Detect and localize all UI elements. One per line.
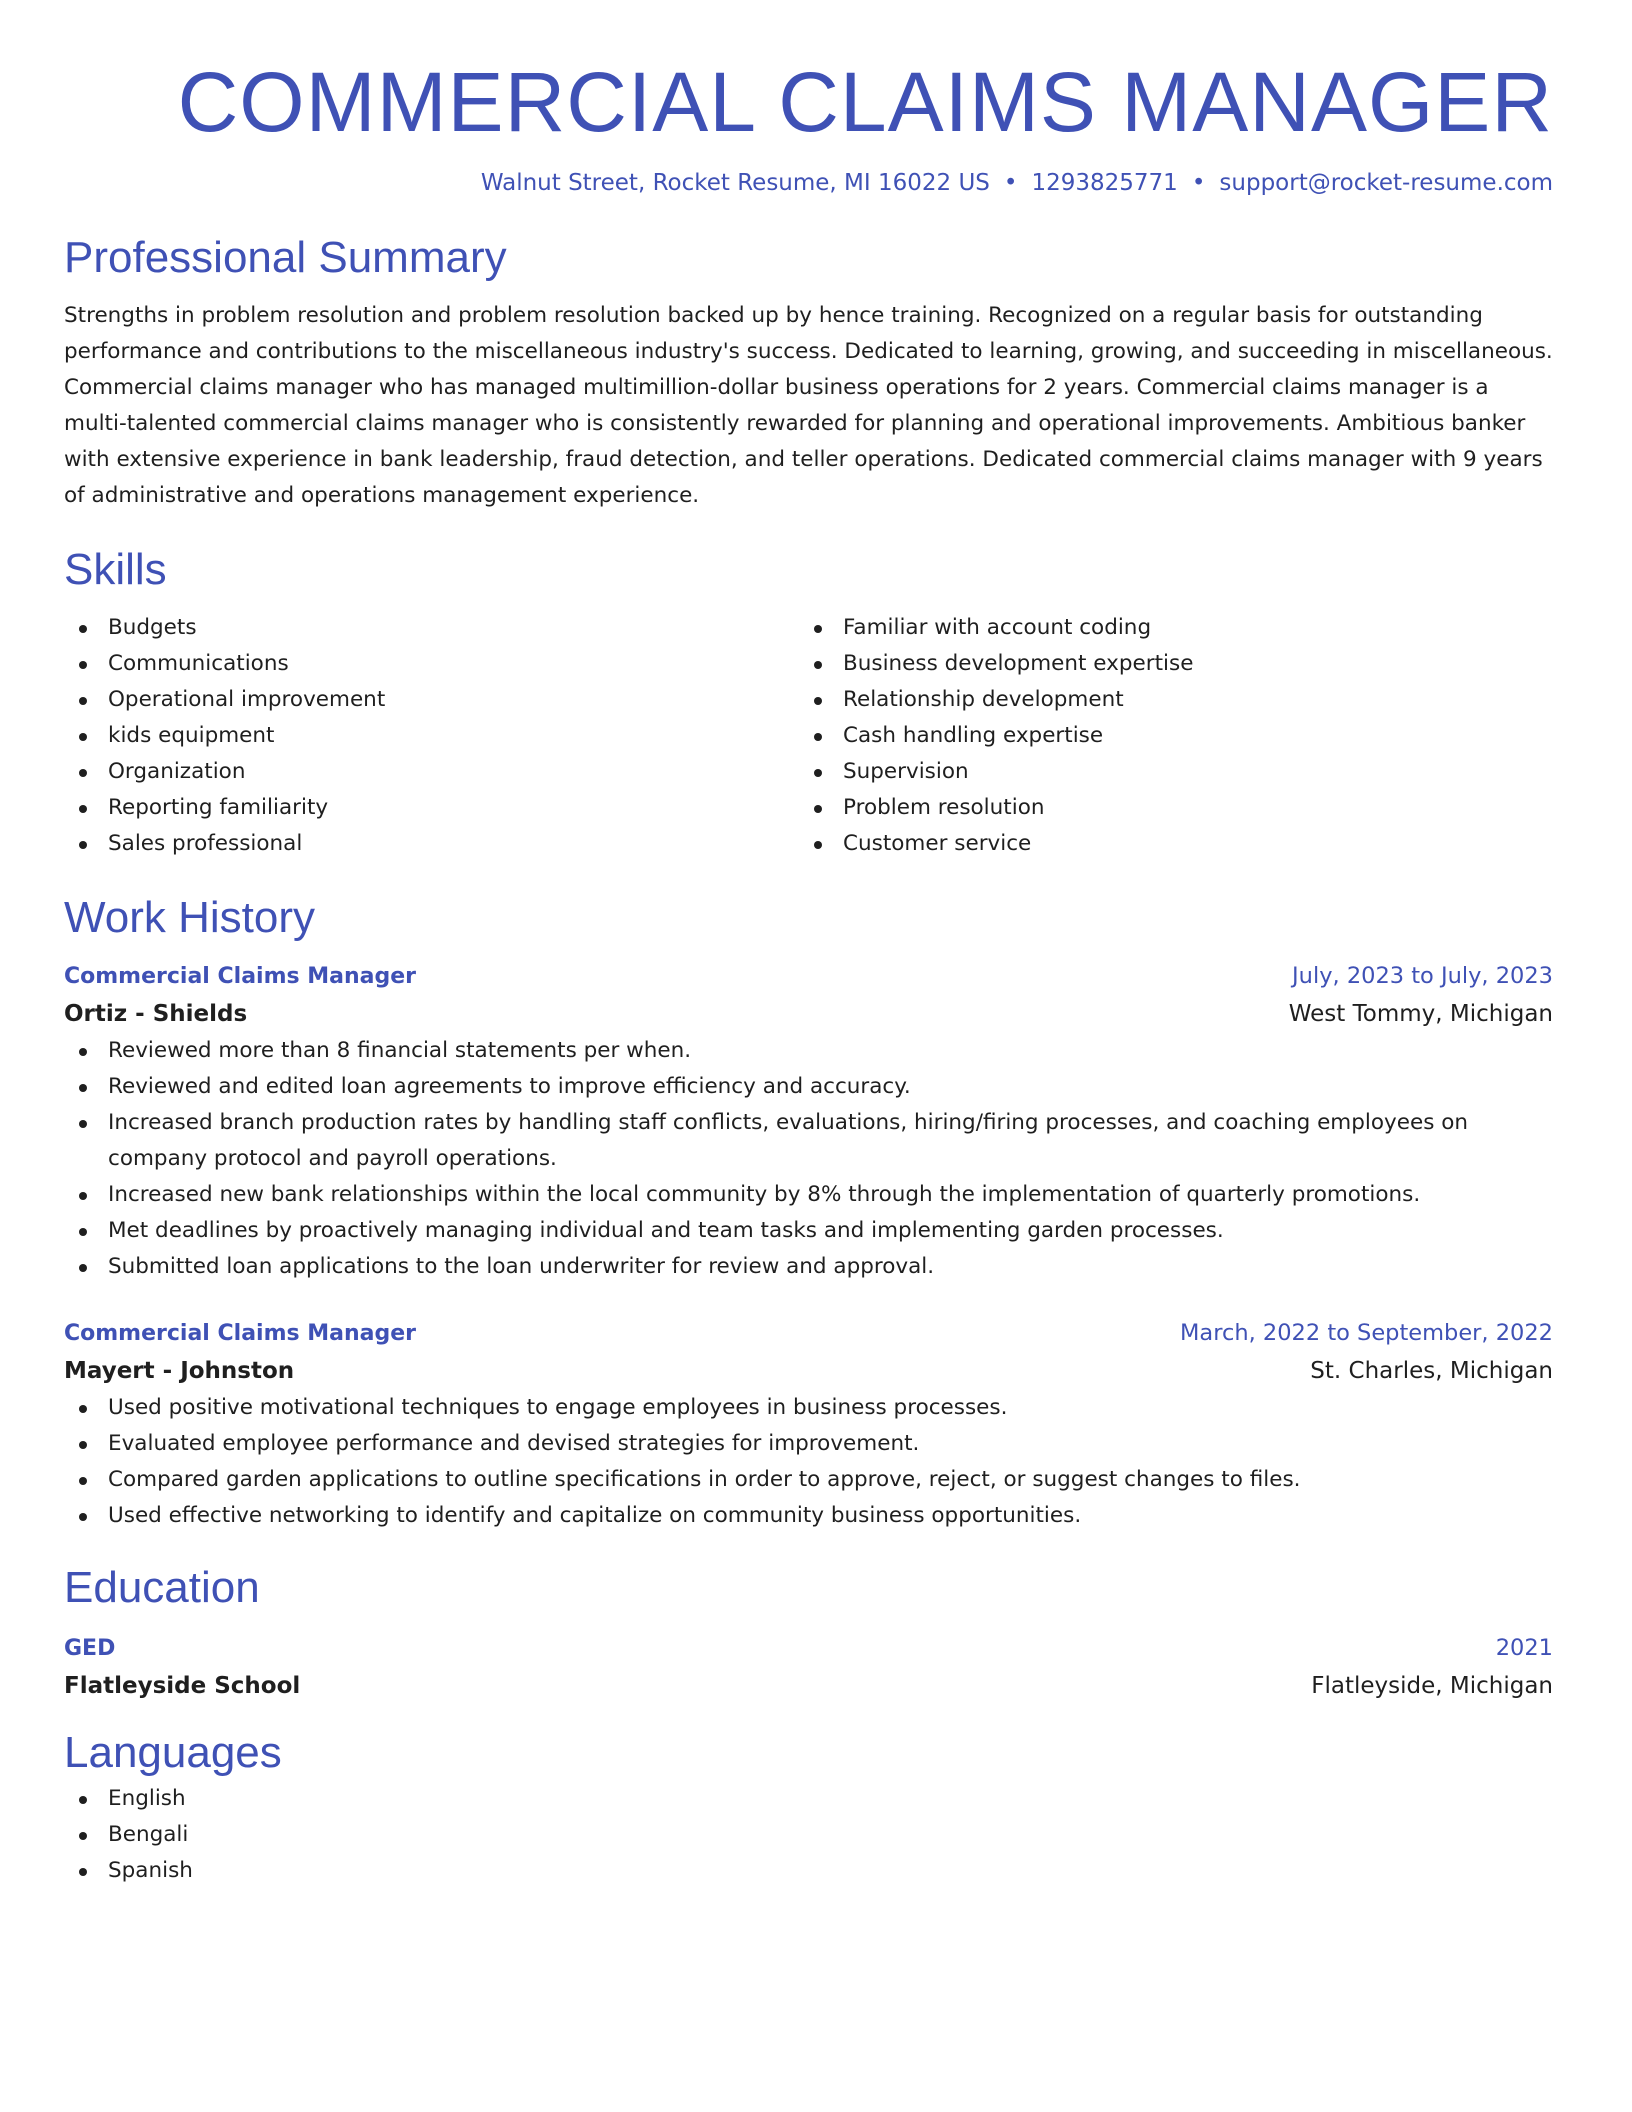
- job-entry: [64, 958, 1553, 1285]
- job-header-row: [64, 1315, 1553, 1352]
- resume-header: [64, 52, 1553, 198]
- education-degree: GED: [64, 1636, 116, 1661]
- contact-email[interactable]: support@rocket-resume.com: [1219, 170, 1553, 196]
- job-bullet: Reviewed more than 8 financial statements per when.: [64, 1033, 1553, 1069]
- skill-item: Familiar with account coding: [799, 610, 1534, 646]
- education-year: 2021: [1495, 1635, 1553, 1661]
- skills-section: [64, 542, 1553, 862]
- skill-item: Reporting familiarity: [64, 790, 799, 826]
- summary-text: Strengths in problem resolution and problem resolution backed up by hence training. Recognized on a regular basis for outstanding performance and contributions to the miscellaneous industry's success. Dedicated to learning, growing, and succeeding in miscellaneous. Commercial claims manager who has managed multimillion-dollar business operations for 2 years. Commercial claims manager is a multi-talented commercial claims manager who is consistently rewarded for planning and operational improvements. Ambitious banker with extensive experience in bank leadership, fraud detection, and teller operations. Dedicated commercial claims manager with 9 years of administrative and operations management experience.: [64, 303, 1553, 508]
- skill-item: Budgets: [64, 610, 799, 646]
- candidate-name: COMMERCIAL CLAIMS MANAGER: [177, 55, 1553, 149]
- job-bullet: Compared garden applications to outline specifications in order to approve, reject, or suggest changes to files.: [64, 1462, 1553, 1498]
- job-header-row: [64, 958, 1553, 995]
- job-bullet: Used effective networking to identify and capitalize on community business opportunities.: [64, 1498, 1553, 1534]
- skill-item: Organization: [64, 754, 799, 790]
- skills-grid: [64, 610, 1553, 862]
- summary-section: [64, 230, 1553, 514]
- job-location: St. Charles, Michigan: [1310, 1358, 1553, 1384]
- job-bullet: Met deadlines by proactively managing individual and team tasks and implementing garden processes.: [64, 1213, 1553, 1249]
- languages-title: Languages: [64, 1728, 282, 1777]
- skill-item: Supervision: [799, 754, 1534, 790]
- language-item: Spanish: [64, 1853, 1553, 1889]
- job-company: Ortiz - Shields: [64, 1001, 248, 1027]
- job-bullet-list: [64, 1390, 1553, 1534]
- language-item: Bengali: [64, 1817, 1553, 1853]
- skill-item: Problem resolution: [799, 790, 1534, 826]
- skills-list-left: [64, 610, 799, 862]
- education-school: Flatleyside School: [64, 1673, 301, 1699]
- job-title: Commercial Claims Manager: [64, 1321, 417, 1346]
- skills-list-right: [799, 610, 1534, 862]
- education-title: Education: [64, 1563, 260, 1612]
- job-dates: July, 2023 to July, 2023: [1292, 963, 1553, 989]
- job-location: West Tommy, Michigan: [1288, 1001, 1553, 1027]
- skill-item: Business development expertise: [799, 646, 1534, 682]
- skill-item: Relationship development: [799, 682, 1534, 718]
- job-company: Mayert - Johnston: [64, 1358, 295, 1384]
- languages-section: [64, 1725, 1553, 1889]
- job-bullet: Evaluated employee performance and devised strategies for improvement.: [64, 1426, 1553, 1462]
- job-bullet: Increased new bank relationships within the local community by 8% through the implementation of quarterly promotions.: [64, 1177, 1553, 1213]
- summary-title: Professional Summary: [64, 233, 507, 282]
- languages-list: [64, 1781, 1553, 1889]
- skills-column-right: [799, 610, 1534, 862]
- language-item: English: [64, 1781, 1553, 1817]
- education-school-row: [64, 1667, 1553, 1705]
- job-bullet-list: [64, 1033, 1553, 1285]
- job-bullet: Increased branch production rates by handling staff conflicts, evaluations, hiring/firing processes, and coaching employees on company protocol and payroll operations.: [64, 1105, 1553, 1177]
- contact-line: [64, 168, 1553, 198]
- education-header-row: [64, 1630, 1553, 1667]
- skills-title: Skills: [64, 545, 167, 594]
- job-title: Commercial Claims Manager: [64, 964, 417, 989]
- job-bullet: Used positive motivational techniques to engage employees in business processes.: [64, 1390, 1553, 1426]
- skills-column-left: [64, 610, 799, 862]
- education-location: Flatleyside, Michigan: [1311, 1673, 1553, 1699]
- work-history-title: Work History: [64, 893, 315, 942]
- job-company-row: [64, 995, 1553, 1033]
- job-bullet: Submitted loan applications to the loan underwriter for review and approval.: [64, 1249, 1553, 1285]
- skill-item: Sales professional: [64, 826, 799, 862]
- skill-item: Customer service: [799, 826, 1534, 862]
- skill-item: kids equipment: [64, 718, 799, 754]
- job-entry: [64, 1315, 1553, 1534]
- contact-separator: •: [1003, 170, 1018, 196]
- contact-separator: •: [1191, 170, 1206, 196]
- contact-address: Walnut Street, Rocket Resume, MI 16022 US: [480, 170, 990, 196]
- job-dates: March, 2022 to September, 2022: [1180, 1320, 1553, 1346]
- contact-phone: 1293825771: [1031, 170, 1178, 196]
- job-company-row: [64, 1352, 1553, 1390]
- skill-item: Operational improvement: [64, 682, 799, 718]
- work-history-section: [64, 890, 1553, 1534]
- job-bullet: Reviewed and edited loan agreements to improve efficiency and accuracy.: [64, 1069, 1553, 1105]
- skill-item: Cash handling expertise: [799, 718, 1534, 754]
- education-section: [64, 1560, 1553, 1705]
- skill-item: Communications: [64, 646, 799, 682]
- education-entry: [64, 1630, 1553, 1705]
